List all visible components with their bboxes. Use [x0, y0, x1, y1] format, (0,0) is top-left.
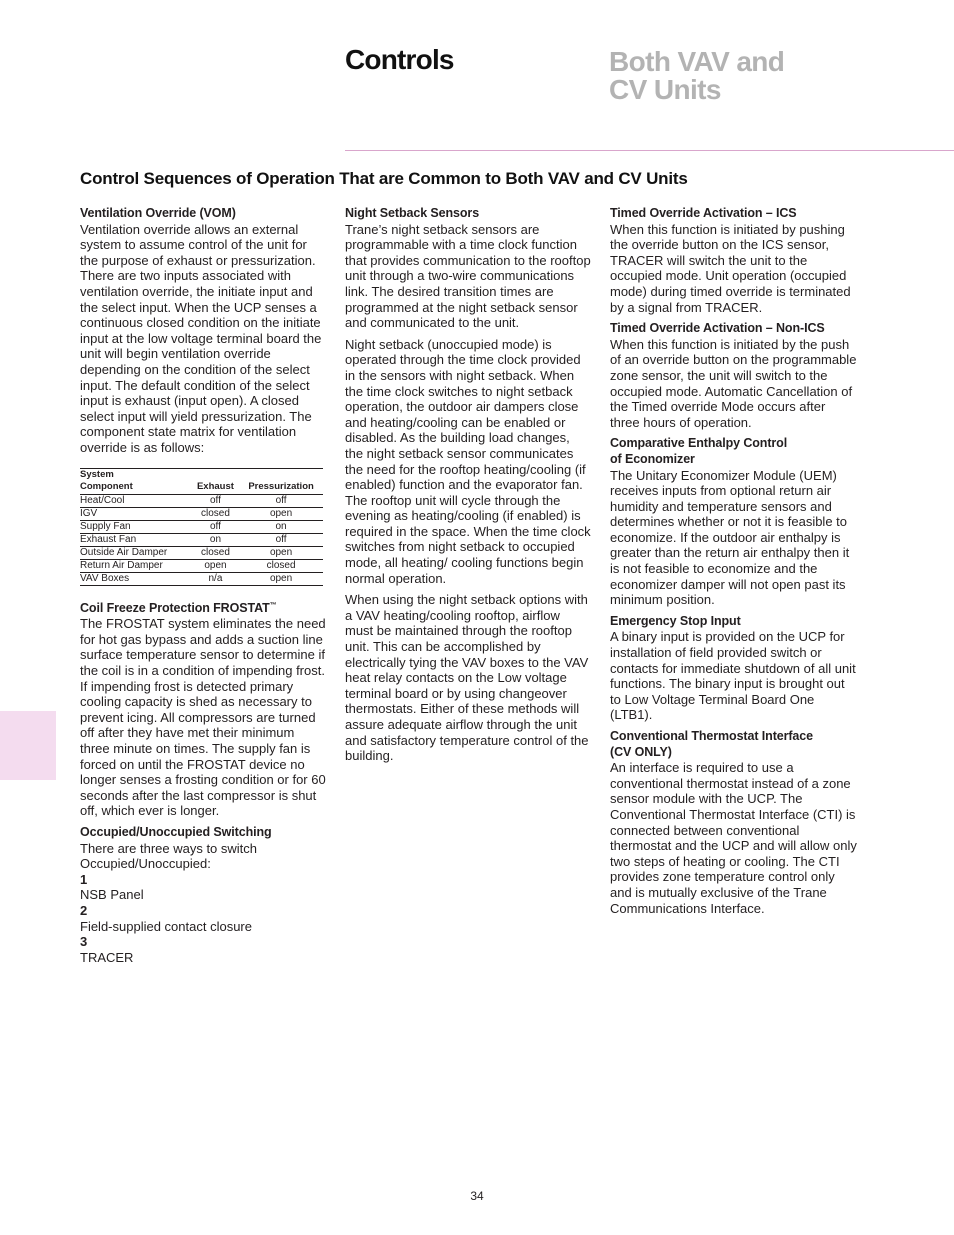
enthalpy-heading-line-1: Comparative Enthalpy Control: [610, 436, 788, 451]
frostat-section: [80, 598, 326, 819]
table-row: [80, 559, 323, 572]
ventilation-override-heading: Ventilation Override (VOM): [80, 206, 236, 220]
list-item-number: 1: [80, 871, 88, 887]
matrix-header-component: Component: [80, 480, 133, 492]
enthalpy-section: [610, 436, 858, 608]
night-setback-para-1: Trane’s night setback sensors are programmable with a time clock function that provides communication to the rooftop unit through a two-wire communications link. The desired transition times are programmed at the night setback sensor and communicated to the unit.: [345, 221, 591, 331]
matrix-cell: open: [192, 559, 239, 572]
enthalpy-text: The Unitary Economizer Module (UEM) receives inputs from optional return air humidity and temperature sensors and determines whether or not it is feasible to economize. If the outdoor air enthalpy is greater than the return air enthalpy then it is not feasible to economize and the economizer damper will not open past its minimum position.: [610, 467, 850, 608]
timed-override-non-ics-heading: Timed Override Activation – Non-ICS: [610, 321, 825, 336]
occupied-switching-section: [80, 825, 326, 965]
matrix-cell: Supply Fan: [80, 520, 192, 533]
matrix-cell: off: [239, 494, 323, 507]
page-title: Controls: [345, 44, 454, 75]
column-3: [610, 206, 858, 922]
thermostat-interface-heading-line-1: Conventional Thermostat Interface: [610, 729, 813, 743]
timed-override-ics-text: When this function is initiated by pushing the override button on the ICS sensor, TRACER will switch the unit to the occupied mode. Unit operation (occupied mode) during timed override is terminated by a signal from TRACER.: [610, 221, 851, 315]
matrix-cell: closed: [192, 546, 239, 559]
frostat-text: The FROSTAT system eliminates the need for hot gas bypass and adds a suction line surface temperature sensor to determine if the coil is in a condition of impending frost. If impending frost is detected primary cooling capacity is shed as necessary to prevent icing. All compressors are turned off after they have met their minimum three minute on times. The supply fan is forced on until the FROSTAT device no longer senses a frosting condition or for 60 seconds after the last compressor is shut off, which ever is longer.: [80, 616, 326, 819]
enthalpy-heading-line-2: of Economizer: [610, 451, 695, 466]
section-heading: Control Sequences of Operation That are Common to Both VAV and CV Units: [80, 169, 688, 188]
list-item: TRACER: [80, 949, 134, 965]
section-side-tab: [0, 711, 56, 780]
matrix-cell: on: [239, 520, 323, 533]
frostat-heading: [80, 598, 326, 617]
table-row: [80, 533, 323, 546]
matrix-cell: off: [192, 494, 239, 507]
matrix-header-exhaust: Exhaust: [196, 480, 234, 492]
matrix-cell: open: [239, 546, 323, 559]
occupied-switching-heading: Occupied/Unoccupied Switching: [80, 824, 272, 839]
table-row: [80, 520, 323, 533]
night-setback-para-3: When using the night setback options with a VAV heating/cooling rooftop, airflow must be maintained through the rooftop unit. This can be accomplished by electrically tying the VAV boxes to the VAV heat relay contacts on the Low voltage terminal board or by using changeover thermostats. Either of these methods will assure adequate airflow through the unit and satisfactory temperature control of the building.: [345, 592, 589, 764]
table-row: [80, 572, 323, 585]
table-row: [80, 494, 323, 507]
emergency-stop-heading: Emergency Stop Input: [610, 613, 741, 628]
emergency-stop-section: [610, 614, 858, 723]
matrix-cell: closed: [192, 507, 239, 520]
matrix-cell: Heat/Cool: [80, 494, 192, 507]
component-state-matrix: [80, 468, 323, 586]
page-number: 34: [470, 1189, 484, 1203]
night-setback-section: [345, 206, 591, 764]
timed-override-ics-heading: Timed Override Activation – ICS: [610, 206, 797, 220]
frostat-heading-text: Coil Freeze Protection FROSTAT: [80, 600, 270, 615]
header-divider: [345, 150, 954, 151]
matrix-cell: off: [192, 520, 239, 533]
matrix-cell: n/a: [192, 572, 239, 585]
list-item-number: 2: [80, 902, 88, 918]
subtitle-line-1: Both VAV and: [609, 46, 785, 77]
ventilation-override-text: Ventilation override allows an external system to assume control of the unit for the purpose of exhaust or pressurization. There are two inputs associated with ventilation override, the initiate input and the select input. When the UCP senses a continuous closed condition on the initiate input at the low voltage terminal board the unit will begin ventilation override depending on the condition of the select input. The default condition of the select input is exhaust (input open). A closed select input will yield pressurization. The component state matrix for ventilation override is as follows:: [80, 221, 322, 455]
page-subtitle: [609, 48, 909, 104]
list-item: NSB Panel: [80, 887, 144, 903]
matrix-cell: off: [239, 533, 323, 546]
matrix-cell: Outside Air Damper: [80, 546, 192, 559]
occupied-switching-text: There are three ways to switch Occupied/Unoccupied:: [80, 840, 258, 872]
column-1: [80, 206, 326, 971]
timed-override-non-ics-text: When this function is initiated by the push of an override button on the programmable zone sensor, the unit will switch to the occupied mode. Automatic Cancellation of the Timed override Mode occurs after three hours of operation.: [610, 336, 857, 430]
matrix-cell: open: [239, 572, 323, 585]
emergency-stop-text: A binary input is provided on the UCP for installation of field provided switch or contacts for immediate shutdown of all unit functions. The binary input is brought out to Low Voltage Terminal Board One (LTB1).: [610, 629, 856, 723]
matrix-cell: closed: [239, 559, 323, 572]
trademark-symbol: ™: [269, 601, 277, 609]
timed-override-non-ics-section: [610, 321, 858, 430]
thermostat-interface-heading-line-2: (CV ONLY): [610, 744, 672, 759]
list-item: Field-supplied contact closure: [80, 918, 252, 934]
matrix-cell: Exhaust Fan: [80, 533, 192, 546]
list-item-number: 3: [80, 934, 88, 950]
night-setback-heading: Night Setback Sensors: [345, 206, 480, 220]
matrix-header-system: System: [80, 468, 114, 480]
timed-override-ics-section: [610, 206, 858, 315]
matrix-cell: open: [239, 507, 323, 520]
subtitle-line-2: CV Units: [609, 74, 721, 105]
column-2: [345, 206, 591, 770]
matrix-cell: VAV Boxes: [80, 572, 192, 585]
matrix-cell: Return Air Damper: [80, 559, 192, 572]
thermostat-interface-text: An interface is required to use a conventional thermostat instead of a zone sensor module with the UCP. The Conventional Thermostat Interface (CTI) is connected between conventional thermostat and the UCP and will allow only two steps of heating or cooling. The CTI provides zone temperature control only and is mutually exclusive of the Trane Communications Interface.: [610, 760, 857, 916]
table-row: [80, 546, 323, 559]
ventilation-override-section: [80, 206, 326, 456]
matrix-header-pressurization: Pressurization: [248, 480, 314, 492]
matrix-cell: IGV: [80, 507, 192, 520]
night-setback-para-2: Night setback (unoccupied mode) is operated through the time clock provided in the sensors with night setback. When the time clock switches to night setback operation, the outdoor air dampers close and heating/cooling can be enabled or disabled. As the building load changes, the night setback sensor communicates the need for the rooftop heating/cooling (if enabled) function and the evaporator fan. The rooftop unit will cycle through the evening as heating/cooling (if enabled) is required in the space. When the time clock switches from night setback to occupied mode, all heating/ cooling functions begin normal operation.: [345, 336, 591, 586]
table-row: [80, 507, 323, 520]
thermostat-interface-section: [610, 729, 858, 916]
matrix-cell: on: [192, 533, 239, 546]
